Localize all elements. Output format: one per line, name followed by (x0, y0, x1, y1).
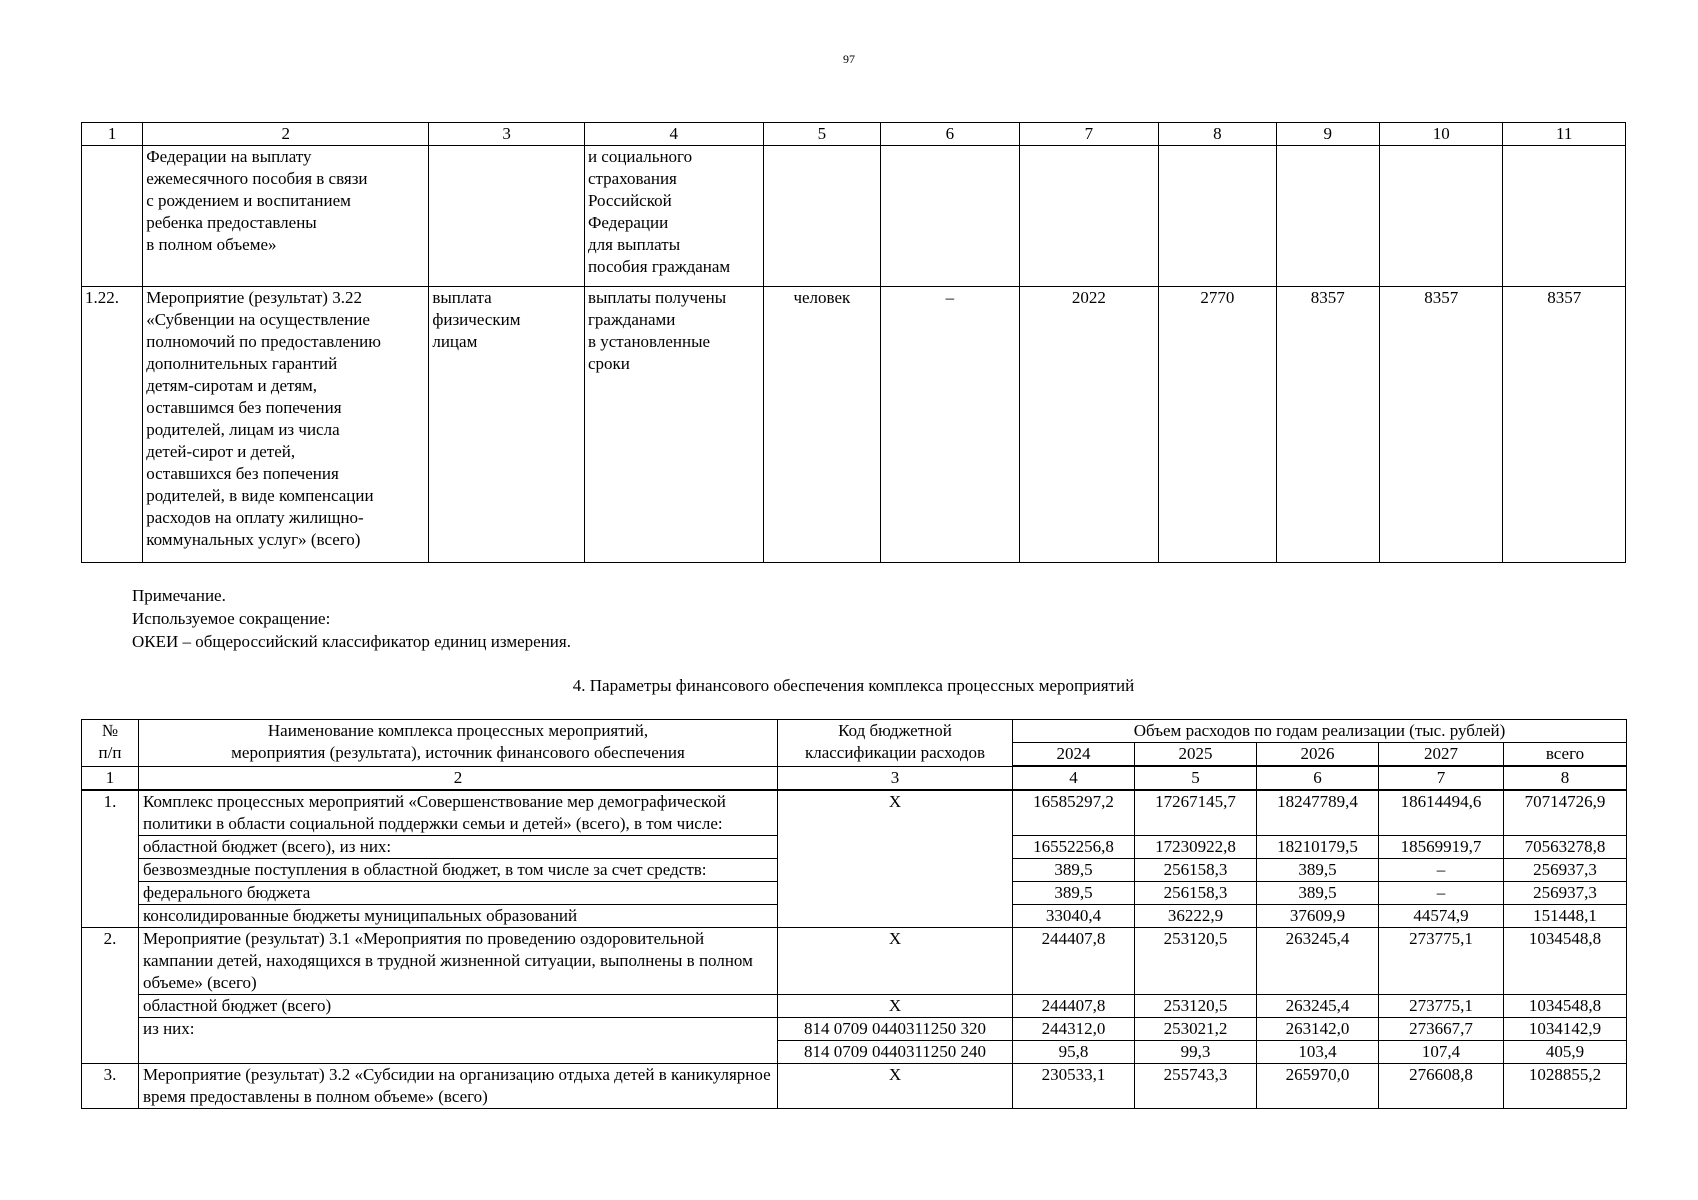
table-row (82, 790, 1627, 836)
section-title: 4. Параметры финансового обеспечения комплекса процессных мероприятий (572, 676, 1135, 695)
result-type: выплата физическим лицам (429, 287, 585, 563)
row-name: Мероприятие (результат) 3.2 «Субсидии на организацию отдыха детей в каникулярное время предоставлены в полном объеме» (всего) (139, 1064, 778, 1109)
table-row (82, 1018, 1627, 1041)
value-cell: 263245,4 (1257, 995, 1379, 1018)
column-number: 9 (1276, 123, 1379, 146)
row-number: 3. (82, 1064, 139, 1109)
value-cell: 273667,7 (1379, 1018, 1504, 1041)
value-cell: 253120,5 (1135, 928, 1257, 995)
value-cell: 405,9 (1504, 1041, 1627, 1064)
header-name: Наименование комплекса процессных мероприятий, мероприятия (результата), источник финансового обеспечения (139, 720, 778, 767)
unit (763, 146, 880, 287)
column-number-row (82, 766, 1627, 790)
row-number: 1. (82, 790, 139, 928)
header-row (82, 720, 1627, 743)
value-cell: 256937,3 (1504, 882, 1627, 905)
row-name: Комплекс процессных мероприятий «Совершенствование мер демографической политики в области социальной поддержки семьи и детей» (всего), в том числе: (139, 790, 778, 836)
results-table (81, 122, 1626, 563)
value-cell: 107,4 (1379, 1041, 1504, 1064)
value-cell: 1034142,9 (1504, 1018, 1627, 1041)
note-title: Примечание. (132, 586, 226, 605)
row-name: областной бюджет (всего), из них: (139, 836, 778, 859)
value-cell: 18247789,4 (1257, 790, 1379, 836)
value-cell (1379, 146, 1502, 287)
column-number: 6 (881, 123, 1020, 146)
note-subtitle: Используемое сокращение: (132, 609, 331, 628)
value-cell: 1034548,8 (1504, 995, 1627, 1018)
value-cell: 36222,9 (1135, 905, 1257, 928)
column-number: 5 (1135, 766, 1257, 790)
unit: человек (763, 287, 880, 563)
table-row (82, 287, 1626, 563)
value-cell: 253120,5 (1135, 995, 1257, 1018)
value-cell: 256937,3 (1504, 859, 1627, 882)
row-number (82, 146, 143, 287)
value-cell: 276608,8 (1379, 1064, 1504, 1109)
value-cell: 273775,1 (1379, 928, 1504, 995)
value-cell: 151448,1 (1504, 905, 1627, 928)
column-number: 8 (1159, 123, 1276, 146)
value-cell: 70563278,8 (1504, 836, 1627, 859)
value-cell: 389,5 (1013, 859, 1135, 882)
row-name: Мероприятие (результат) 3.1 «Мероприятия по проведению оздоровительной кампании детей, находящихся в трудной жизненной ситуации, выполнены в полном объеме» (всего) (139, 928, 778, 995)
value-cell: 263245,4 (1257, 928, 1379, 995)
value-cell: 244407,8 (1013, 928, 1135, 995)
row-name: федерального бюджета (139, 882, 778, 905)
value-cell: 18569919,7 (1379, 836, 1504, 859)
value-cell: 37609,9 (1257, 905, 1379, 928)
value-cell: 70714726,9 (1504, 790, 1627, 836)
header-year: 2027 (1379, 743, 1504, 767)
budget-code: X (778, 1064, 1013, 1109)
row-name: областной бюджет (всего) (139, 995, 778, 1018)
result-description: выплаты получены гражданами в установленные сроки (584, 287, 763, 563)
value-cell: 18210179,5 (1257, 836, 1379, 859)
budget-code: 814 0709 0440311250 240 (778, 1041, 1013, 1064)
column-number: 5 (763, 123, 880, 146)
value-cell: 99,3 (1135, 1041, 1257, 1064)
note-text: ОКЕИ – общероссийский классификатор единиц измерения. (132, 632, 571, 651)
value-cell: 256158,3 (1135, 882, 1257, 905)
budget-code: 814 0709 0440311250 320 (778, 1018, 1013, 1041)
result-type (429, 146, 585, 287)
budget-code: X (778, 995, 1013, 1018)
header-volume: Объем расходов по годам реализации (тыс. рублей) (1013, 720, 1627, 743)
value-cell: 44574,9 (1379, 905, 1504, 928)
column-number: 4 (1013, 766, 1135, 790)
header-total: всего (1504, 743, 1627, 767)
value-cell: 265970,0 (1257, 1064, 1379, 1109)
value-cell: 273775,1 (1379, 995, 1504, 1018)
row-number: 2. (82, 928, 139, 1064)
value-cell: 253021,2 (1135, 1018, 1257, 1041)
value-cell: 17230922,8 (1135, 836, 1257, 859)
column-number: 3 (429, 123, 585, 146)
column-number: 6 (1257, 766, 1379, 790)
page-number: 97 (843, 52, 855, 66)
row-number: 1.22. (82, 287, 143, 563)
row-name: безвозмездные поступления в областной бюджет, в том числе за счет средств: (139, 859, 778, 882)
value-cell: 33040,4 (1013, 905, 1135, 928)
value-cell: – (1379, 859, 1504, 882)
row-name: консолидированные бюджеты муниципальных образований (139, 905, 778, 928)
value-cell: 95,8 (1013, 1041, 1135, 1064)
value-cell: 389,5 (1013, 882, 1135, 905)
column-number: 2 (143, 123, 429, 146)
value-cell: 8357 (1276, 287, 1379, 563)
okei-code: – (881, 287, 1020, 563)
header-code: Код бюджетной классификации расходов (778, 720, 1013, 767)
note (132, 584, 571, 653)
financing-table (81, 719, 1627, 1109)
value-cell: 389,5 (1257, 882, 1379, 905)
header-num: № п/п (82, 720, 139, 767)
value-cell (1159, 146, 1276, 287)
budget-code: X (778, 790, 1013, 928)
value-cell: 17267145,7 (1135, 790, 1257, 836)
column-number: 1 (82, 766, 139, 790)
value-cell: 244407,8 (1013, 995, 1135, 1018)
result-description: и социального страхования Российской Федерации для выплаты пособия гражданам (584, 146, 763, 287)
value-cell: 230533,1 (1013, 1064, 1135, 1109)
okei-code (881, 146, 1020, 287)
value-cell: 8357 (1379, 287, 1502, 563)
value-cell: 256158,3 (1135, 859, 1257, 882)
column-number: 7 (1379, 766, 1504, 790)
value-cell: 2770 (1159, 287, 1276, 563)
result-name: Федерации на выплату ежемесячного пособия в связи с рождением и воспитанием ребенка предоставлены в полном объеме» (143, 146, 429, 287)
value-cell: – (1379, 882, 1504, 905)
value-cell: 103,4 (1257, 1041, 1379, 1064)
value-cell: 8357 (1503, 287, 1626, 563)
row-name: из них: (139, 1018, 778, 1064)
table-row (82, 995, 1627, 1018)
value-cell: 389,5 (1257, 859, 1379, 882)
header-year: 2025 (1135, 743, 1257, 767)
value-cell: 16585297,2 (1013, 790, 1135, 836)
column-number: 7 (1019, 123, 1159, 146)
value-cell: 16552256,8 (1013, 836, 1135, 859)
value-cell (1019, 146, 1159, 287)
value-cell: 1028855,2 (1504, 1064, 1627, 1109)
column-number: 10 (1379, 123, 1502, 146)
column-number: 3 (778, 766, 1013, 790)
header-year: 2024 (1013, 743, 1135, 767)
value-cell: 1034548,8 (1504, 928, 1627, 995)
column-number: 1 (82, 123, 143, 146)
value-cell: 263142,0 (1257, 1018, 1379, 1041)
value-cell (1276, 146, 1379, 287)
table-row (82, 1064, 1627, 1109)
budget-code: X (778, 928, 1013, 995)
table-row (82, 928, 1627, 995)
column-number-row (82, 123, 1626, 146)
value-cell (1503, 146, 1626, 287)
column-number: 11 (1503, 123, 1626, 146)
table-row (82, 146, 1626, 287)
column-number: 2 (139, 766, 778, 790)
header-year: 2026 (1257, 743, 1379, 767)
value-cell: 2022 (1019, 287, 1159, 563)
value-cell: 255743,3 (1135, 1064, 1257, 1109)
column-number: 4 (584, 123, 763, 146)
value-cell: 18614494,6 (1379, 790, 1504, 836)
value-cell: 244312,0 (1013, 1018, 1135, 1041)
column-number: 8 (1504, 766, 1627, 790)
result-name: Мероприятие (результат) 3.22 «Субвенции на осуществление полномочий по предоставлению дополнительных гарантий детям-сиротам и детям, оставшимся без попечения родителей, лицам из числа детей-сирот и детей, оставшихся без попечения родителей, в виде компенсации расходов на оплату жилищно- коммунальных услуг» (всего) (143, 287, 429, 563)
